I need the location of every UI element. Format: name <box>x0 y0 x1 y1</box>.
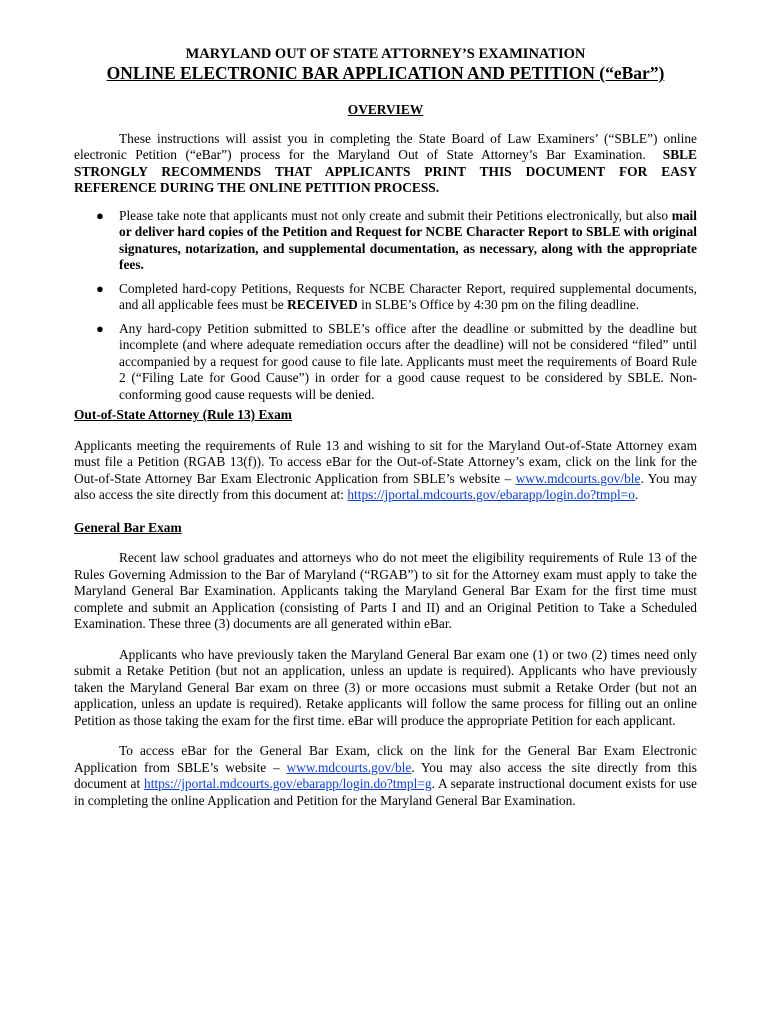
rule13-text: . You may also access the site directly from this document at: <box>74 470 697 502</box>
overview-paragraph <box>74 131 697 197</box>
general-bar-heading: General Bar Exam <box>74 519 182 535</box>
bullet-text: Please take note that applicants must not only create and submit their Petitions electronically, but also <box>119 207 669 223</box>
overview-text: These instructions will assist you in completing the State Board of Law Examiners’ (“SBLE”) online electronic Petition (“eBar”) process for the Maryland Out of State Attorney’s Bar Examination. <box>74 130 697 162</box>
rule13-text: Applicants meeting the requirements of Rule 13 and wishing to sit for the Maryland Out-of-State Attorney exam must file a Petition (RGAB 13(f)). To access eBar for the Out-of-State Attorney’s exam, click on the link for the Out-of-State Attorney Bar Exam Electronic Application from SBLE’s website – <box>74 437 697 486</box>
bullet-text: in SLBE’s Office by 4:30 pm on the filing deadline. <box>361 297 640 312</box>
general-paragraph-3 <box>74 743 697 809</box>
general-text: . You may also access the site directly from this document at <box>74 759 697 791</box>
bullet-emphasis: mail or deliver hard copies of the Petition and Request for NCBE Character Report to SBLE with original signatures, notarization, and supplemental documentation, as necessary, along with the appropriate fees. <box>119 207 697 272</box>
rule13-text: . <box>634 487 639 502</box>
general-text: To access eBar for the General Bar Exam, click on the link for the General Bar Exam Electronic Application from SBLE’s website – <box>74 743 697 775</box>
rule13-heading: Out-of-State Attorney (Rule 13) Exam <box>74 407 292 422</box>
document-title: MARYLAND OUT OF STATE ATTORNEY’S EXAMINATION <box>185 46 586 62</box>
list-item <box>96 280 697 314</box>
bullet-text: Any hard-copy Petition submitted to SBLE’s office after the deadline or submitted by the deadline but incomplete (and where adequate remediation occurs after the deadline) will not be considered “filed” until accompanied by a request for good cause to file late. Applicants must meet the requirements of Board Rule 2 (“Filing Late for Good Cause”) in order for a good cause request to be considered by SBLE. Non-conforming good cause requests will be denied. <box>119 320 697 402</box>
list-item <box>96 207 697 274</box>
list-item <box>96 320 697 404</box>
overview-heading: OVERVIEW <box>347 102 424 117</box>
bullet-emphasis: RECEIVED <box>287 297 358 312</box>
general-paragraph-1: Recent law school graduates and attorneys who do not meet the eligibility requirements of Rule 13 of the Rules Governing Admission to the Bar of Maryland (“RGAB”) to sit for the Attorney exam must apply to take the Maryland General Bar Examination. Applicants taking the Maryland General Bar Exam for the first time must complete and submit an Application (consisting of Parts I and II) and an Original Petition to Take a Scheduled Examination. These three (3) documents are all generated within eBar. <box>74 550 697 631</box>
document-body <box>74 46 697 809</box>
overview-recommendation: SBLE STRONGLY RECOMMENDS THAT APPLICANTS PRINT THIS DOCUMENT FOR EASY REFERENCE DURING THE ONLINE PETITION PROCESS. <box>74 147 697 195</box>
sble-website-link[interactable]: www.mdcourts.gov/ble <box>515 470 641 486</box>
general-paragraph-2: Applicants who have previously taken the Maryland General Bar exam one (1) or two (2) times need only submit a Retake Petition (but not an application, unless an update is required). Applicants who have previously taken the Maryland General Bar exam on three (3) or more occasions must submit a Retake Order (but not an application, unless an update is required). Retake applicants will follow the same process for filling out an online Petition as those taking the exam for the first time. eBar will produce the appropriate Petition for each applicant. <box>74 646 697 728</box>
general-text: . A separate instructional document exists for use in completing the online Application and Petition for the Maryland General Bar Examination. <box>74 776 697 808</box>
rule13-paragraph <box>74 438 697 504</box>
ebar-general-link[interactable]: https://jportal.mdcourts.gov/ebarapp/login.do?tmpl=g <box>144 776 432 791</box>
bullet-text: Completed hard-copy Petitions, Requests for NCBE Character Report, required supplemental documents, and all applicable fees must be <box>119 280 697 312</box>
sble-website-link[interactable]: www.mdcourts.gov/ble <box>286 759 412 775</box>
bullet-icon: ● <box>96 207 104 223</box>
document-subtitle: ONLINE ELECTRONIC BAR APPLICATION AND PETITION (“eBar”) <box>106 63 665 83</box>
bullet-icon: ● <box>96 280 104 296</box>
ebar-attorney-link[interactable]: https://jportal.mdcourts.gov/ebarapp/login.do?tmpl=o <box>347 487 635 502</box>
instructions-list <box>74 208 697 404</box>
bullet-icon: ● <box>96 320 104 336</box>
